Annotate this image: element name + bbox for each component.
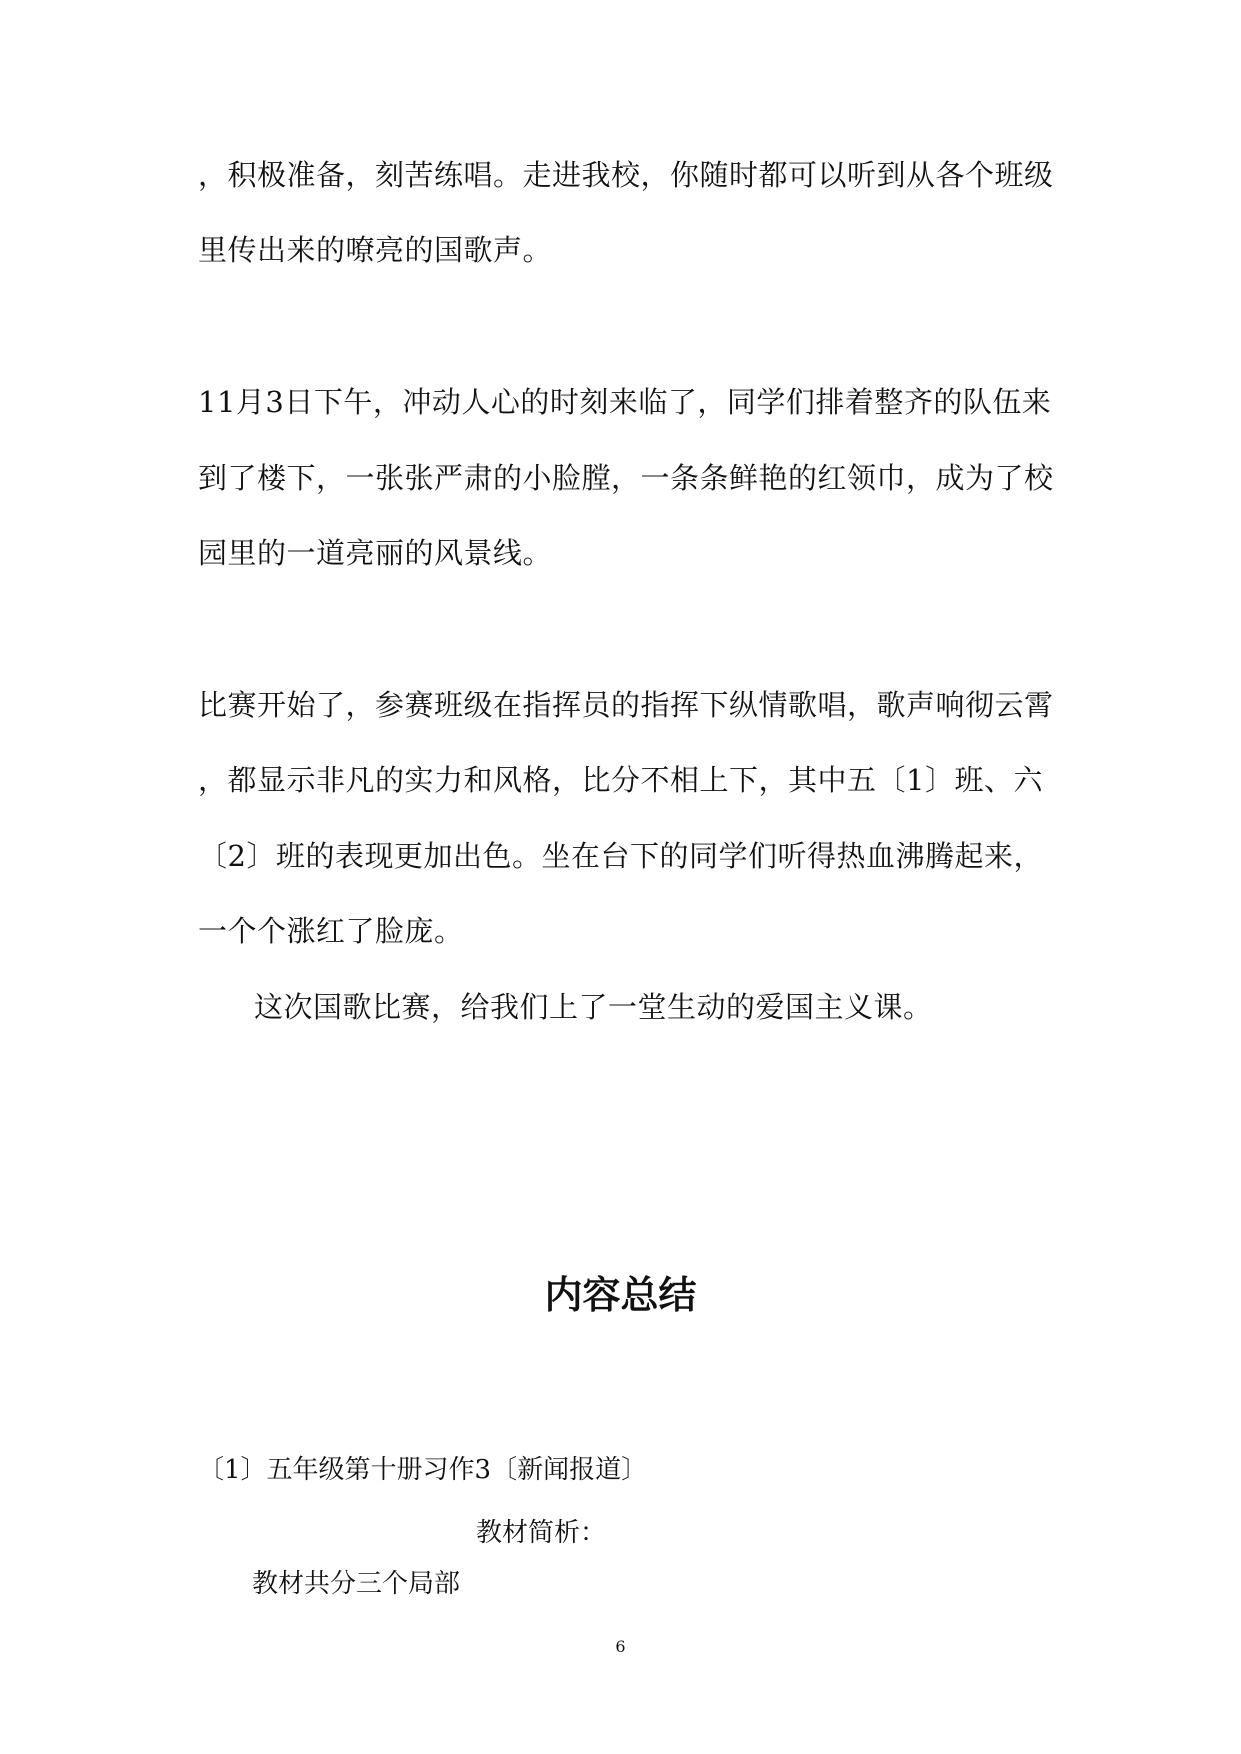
analysis-label: 教材简析： [476, 1518, 607, 1548]
summary-item-1: 〔1〕五年级第十册习作3〔新闻报道〕 [198, 1455, 648, 1485]
paragraph-3-line-4: 一个个涨红了脸庞。 [198, 914, 464, 948]
page-number: 6 [615, 1637, 626, 1656]
paragraph-1-line-1: ，积极准备，刻苦练唱。走进我校，你随时都可以听到从各个班级 [198, 158, 1054, 192]
paragraph-1-line-2: 里传出来的嘹亮的国歌声。 [198, 233, 553, 267]
paragraph-2-line-1: 11月3日下午，冲动人心的时刻来临了，同学们排着整齐的队伍来 [198, 385, 1052, 419]
paragraph-3-line-1: 比赛开始了，参赛班级在指挥员的指挥下纵情歌唱，歌声响彻云霄 [198, 688, 1054, 722]
paragraph-2-line-3: 园里的一道亮丽的风景线。 [198, 536, 553, 570]
paragraph-3-line-3: 〔2〕班的表现更加出色。坐在台下的同学们听得热血沸腾起来， [198, 839, 1043, 873]
paragraph-2-line-2: 到了楼下，一张张严肃的小脸膛，一条条鲜艳的红领巾，成为了校 [198, 461, 1054, 495]
paragraph-3-line-2: ，都显示非凡的实力和风格，比分不相上下，其中五〔1〕班、六 [198, 763, 1043, 797]
analysis-text: 教材共分三个局部 [252, 1569, 461, 1599]
summary-heading: 内容总结 [544, 1273, 697, 1317]
paragraph-4-line-1: 这次国歌比赛，给我们上了一堂生动的爱国主义课。 [254, 990, 933, 1024]
